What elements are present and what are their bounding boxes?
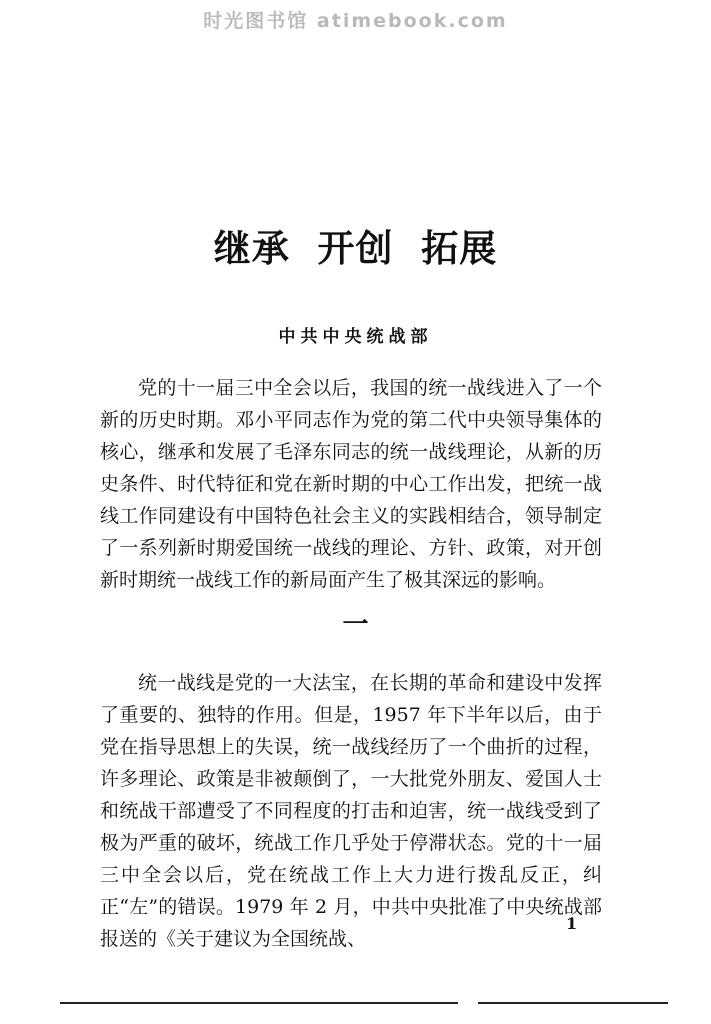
body-paragraph: 统一战线是党的一大法宝，在长期的革命和建设中发挥了重要的、独特的作用。但是，1957 年下半年以后，由于党在指导思想上的失误，统一战线经历了一个曲折的过程，许多理论、政策是非被颠倒了，一大批党外朋友、爱国人士和统战干部遭受了不同程度的打击和迫害，统一战线受到了极为严重的破坏，统战工作几乎处于停滞状态。党的十一届三中全会以后，党在统战工作上大力进行拨乱反正，纠正“左”的错误。1979 年 2 月，中共中央批准了中央统战部报送的《关于建议为全国统战、 <box>100 672 602 950</box>
section-heading: 一 <box>342 610 369 640</box>
footer-rule-right <box>478 1002 668 1004</box>
body-paragraph: 党的十一届三中全会以后，我国的统一战线进入了一个新的历史时期。邓小平同志作为党的第二代中央领导集体的核心，继承和发展了毛泽东同志的统一战线理论，从新的历史条件、时代特征和党在新时期的中心工作出发，把统一战线工作同建设有中国特色社会主义的实践相结合，领导制定了一系列新时期爱国统一战线的理论、方针、政策，对开创新时期统一战线工作的新局面产生了极其深远的影响。 <box>100 377 602 591</box>
watermark-text: 时光图书馆 atimebook.com <box>203 10 508 32</box>
page-number: 1 <box>566 914 578 933</box>
article-title: 继承 开创 拓展 <box>213 227 498 270</box>
article-author: 中共中央统战部 <box>278 327 433 347</box>
footer-rule-left <box>60 1002 458 1004</box>
